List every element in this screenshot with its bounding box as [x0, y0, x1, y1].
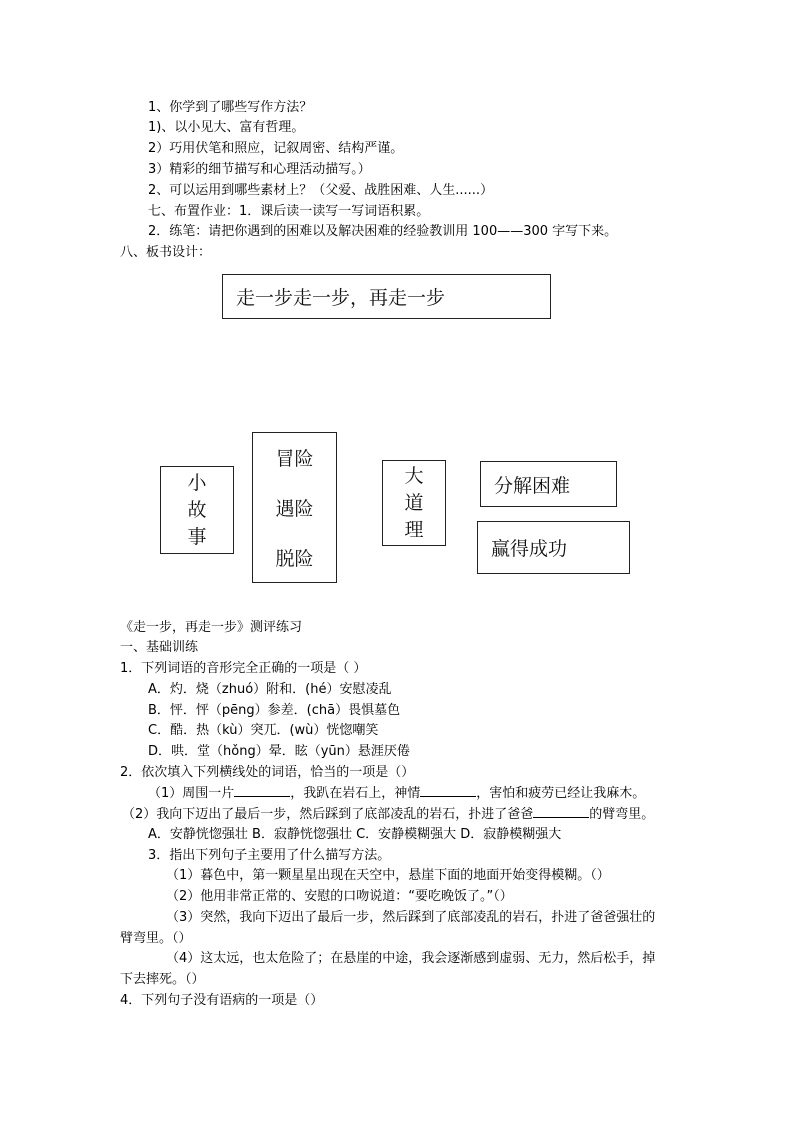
- small-story-char-1: 小: [187, 471, 207, 494]
- event-escape: 脱险: [275, 547, 314, 570]
- exercise-title: 《走一步，再走一步》测评练习: [120, 620, 303, 635]
- board-title: 走一步走一步，再走一步: [236, 287, 446, 309]
- event-danger: 遇险: [275, 497, 314, 520]
- q1-option-a: A．灼．烧（zhuó）附和．(hé）安慰凌乱: [148, 682, 392, 697]
- q2-s2-part2: 的臂弯里。: [589, 807, 655, 822]
- blank-line: [234, 783, 290, 797]
- q2-stem: 2．依次填入下列横线处的词语，恰当的一项是（）: [120, 765, 415, 780]
- event-adventure: 冒险: [275, 448, 314, 471]
- q2-s1-part2: ，我趴在岩石上，神情: [290, 786, 421, 801]
- q2-sentence-1: [148, 783, 645, 804]
- q3-sentence-2: （2）他用非常正常的、安慰的口吻说道：“要吃晚饭了。”（）: [166, 889, 513, 904]
- q2-s1-part1: （1）周围一片: [148, 786, 235, 801]
- q3-sentence-1: （1）暮色中，第一颗星星出现在天空中，悬崖下面的地面开始变得模糊。（）: [166, 868, 610, 883]
- decompose-text: 分解困难: [494, 474, 571, 497]
- q1-option-c: C．酷．热（kù）突兀．(wù）恍惚嘲笑: [148, 723, 379, 738]
- lesson-line-7: 2．练笔：请把你遇到的困难以及解决困难的经验教训用 100——300 字写下来。: [148, 224, 618, 239]
- truth-box: [382, 460, 446, 546]
- small-story-char-3: 事: [187, 525, 207, 548]
- q3-stem: 3．指出下列句子主要用了什么描写方法。: [148, 848, 391, 863]
- q3-sentence-4b: 下去摔死。（）: [120, 972, 205, 987]
- q4-stem: 4．下列句子没有语病的一项是（）: [120, 993, 324, 1008]
- lesson-line-1: 1、你学到了哪些写作方法？: [148, 100, 313, 115]
- small-story-box: [160, 466, 234, 554]
- board-title-box: [222, 274, 551, 319]
- board-heading: 八、板书设计：: [120, 245, 212, 260]
- q1-stem: 1．下列词语的音形完全正确的一项是（ ）: [120, 661, 367, 676]
- truth-char-3: 理: [404, 518, 424, 541]
- q2-s2-part1: （2）我向下迈出了最后一步，然后踩到了底部凌乱的岩石，扑进了爸爸: [122, 807, 534, 822]
- q3-sentence-3b: 臂弯里。（）: [120, 931, 192, 946]
- lesson-line-6: 七、布置作业：1．课后读一读写一写词语积累。: [148, 204, 430, 219]
- success-text: 赢得成功: [491, 538, 568, 560]
- q1-option-d: D．哄．堂（hǒng）晕．眩（yūn）悬涯厌倦: [148, 744, 410, 759]
- truth-char-2: 道: [404, 491, 424, 514]
- small-story-char-2: 故: [187, 498, 207, 521]
- q3-sentence-4a: （4）这太远，也太危险了；在悬崖的中途，我会逐渐感到虚弱、无力，然后松手，掉: [166, 951, 656, 966]
- q3-sentence-3a: （3）突然，我向下迈出了最后一步，然后踩到了底部凌乱的岩石，扑进了爸爸强壮的: [166, 910, 656, 925]
- q2-sentence-2: [122, 804, 654, 825]
- decompose-box: [480, 461, 617, 507]
- lesson-line-3: 2）巧用伏笔和照应，记叙周密、结构严谨。: [148, 141, 404, 156]
- success-box: [477, 521, 630, 574]
- section-basic: 一、基础训练: [120, 640, 199, 655]
- blank-line: [533, 804, 589, 818]
- q1-option-b: B．怦．怦（pēng）参差．(chā）畏惧墓色: [148, 703, 401, 718]
- q2-s1-part3: ，害怕和疲劳已经让我麻木。: [476, 786, 646, 801]
- lesson-line-5: 2、可以运用到哪些素材上？（父爱、战胜困难、人生......）: [148, 183, 494, 198]
- truth-char-1: 大: [404, 464, 424, 487]
- events-box: [252, 432, 337, 583]
- q2-options: A．安静恍惚强壮 B．寂静恍惚强壮 C．安静模糊强大 D．寂静模糊强大: [148, 827, 562, 842]
- lesson-line-2: 1)、以小见大、富有哲理。: [148, 120, 305, 135]
- blank-line: [420, 783, 476, 797]
- lesson-line-4: 3）精彩的细节描写和心理活动描写。）: [148, 162, 371, 177]
